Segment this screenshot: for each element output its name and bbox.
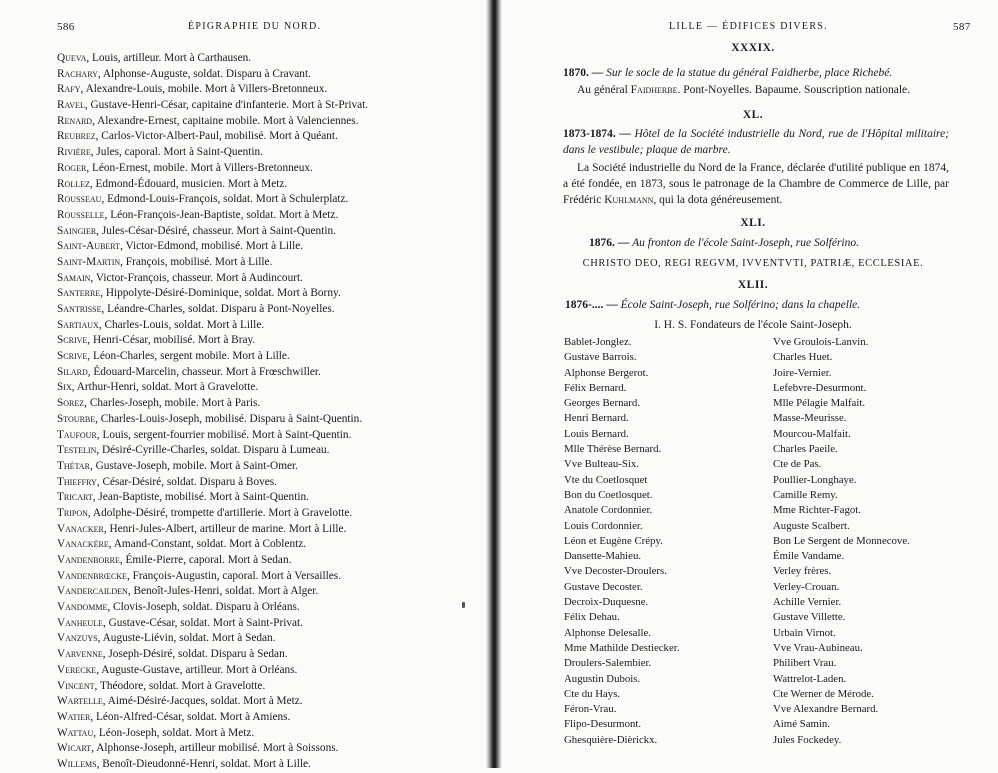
casualty-surname: Reubrez <box>57 130 96 143</box>
founder-name: Bon du Coetlosquet. <box>564 488 653 501</box>
section-xl-place: Hôtel de la Société industrielle du Nord, rue de l'Hôpital militaire; dans le vestibule; plaque de marbre. <box>563 128 950 156</box>
casualty-details: , François-Augustin, caporal. Mort à Versailles. <box>126 569 342 582</box>
casualty-entry <box>57 757 477 773</box>
casualty-entry <box>57 726 477 742</box>
casualty-entry <box>57 129 477 145</box>
founder-name: Féron-Vrau. <box>564 703 617 716</box>
casualty-surname: Wicart <box>57 742 92 755</box>
right-page <box>493 0 998 768</box>
founder-name: Gustave Decoster. <box>564 580 643 593</box>
casualty-entry <box>57 380 477 396</box>
section-xxxix-inscription: Au général Faidherbe. Pont-Noyelles. Bapaume. Souscription nationale. <box>577 84 911 96</box>
casualty-surname: Tripon <box>57 506 88 519</box>
casualty-details: , Clovis-Joseph, soldat. Disparu à Orléans. <box>107 601 300 614</box>
founder-name: Lefebvre-Desurmont. <box>773 381 867 394</box>
casualty-entry <box>57 286 477 302</box>
casualty-entry <box>57 224 477 240</box>
section-xlii-heading: I. H. S. Fondateurs de l'école Saint-Joseph. <box>654 319 852 331</box>
casualty-surname: Vandenbrœcke <box>57 569 127 582</box>
founder-name: Charles Paeile. <box>773 443 838 456</box>
casualty-surname: Rousselle <box>57 208 105 221</box>
section-xlii-location: 1876-.... — École Saint-Joseph, rue Solférino; dans la chapelle. <box>565 299 861 311</box>
founder-name: Flipo-Desurmont. <box>564 718 642 731</box>
founder-name: Joire-Vernier. <box>773 366 832 379</box>
casualty-entry <box>57 616 477 632</box>
casualty-surname: Vincent <box>57 679 95 692</box>
casualty-entry <box>57 161 477 177</box>
casualty-details: , Auguste-Liévin, soldat. Mort à Sedan. <box>97 632 276 645</box>
casualty-details: , Léandre-Charles, soldat. Disparu à Pont-Noyelles. <box>101 303 335 315</box>
casualty-details: , Charles-Joseph, mobile. Mort à Paris. <box>84 397 261 410</box>
founder-name: Ghesquière-Dièrickx. <box>564 733 658 746</box>
casualty-details: , Charles-Louis-Joseph, mobilisé. Disparu à Saint-Quentin. <box>95 412 363 425</box>
casualty-entry <box>57 710 477 726</box>
section-xli-number: XLI. <box>740 217 766 229</box>
section-xxxix-number: XXXIX. <box>731 42 775 54</box>
casualty-entry <box>57 255 477 271</box>
founder-name: Mlle Thérèse Bernard. <box>564 443 662 456</box>
casualty-details: , Auguste-Gustave, artilleur. Mort à Orléans. <box>96 663 298 676</box>
section-xlii-number: XLII. <box>737 279 769 291</box>
casualty-entry <box>57 177 477 193</box>
founder-name: Gustave Villette. <box>773 611 846 624</box>
founder-name: Louis Cordonnier. <box>564 519 643 532</box>
casualty-details: , Émile-Pierre, caporal. Mort à Sedan. <box>119 554 292 566</box>
casualty-details: , Théodore, soldat. Mort à Gravelotte. <box>94 679 266 692</box>
casualty-details: , Adolphe-Désiré, trompette d'artillerie. Mort à Gravelotte. <box>87 506 353 519</box>
founder-name: Bablet-Jonglez. <box>564 336 632 348</box>
casualty-details: , Désiré-Cyrille-Charles, soldat. Disparu à Lumeau. <box>96 444 330 457</box>
founder-name: Vte du Coetlosquet <box>564 473 648 486</box>
casualty-entry <box>57 318 477 334</box>
casualty-details: , Arthur-Henri, soldat. Mort à Gravelotte. <box>71 381 259 394</box>
casualty-details: , Benoît-Dieudonné-Henri, soldat. Mort à Lille. <box>96 757 311 770</box>
casualty-entry <box>57 600 477 616</box>
section-xl-date: 1873-1874. <box>563 128 616 140</box>
founder-name: Vve Bulteau-Six. <box>564 458 639 471</box>
casualty-details: , Charles-Louis, soldat. Mort à Lille. <box>98 318 265 331</box>
founder-name: Georges Bernard. <box>564 397 640 410</box>
casualty-details: , Henri-César, mobilisé. Mort à Bray. <box>87 334 256 347</box>
founder-name: Louis Bernard. <box>564 427 629 440</box>
casualty-details: , Joseph-Désiré, soldat. Disparu à Sedan. <box>102 648 288 661</box>
casualty-surname: Tricart <box>57 491 93 504</box>
casualty-list <box>57 51 477 773</box>
founder-name: Auguste Scalbert. <box>773 519 850 532</box>
casualty-details: , Victor-François, chasseur. Mort à Audincourt. <box>90 271 303 284</box>
casualty-entry <box>57 365 477 381</box>
founder-name: Droulers-Salembier. <box>564 657 652 670</box>
casualty-entry <box>57 302 477 318</box>
casualty-entry <box>57 459 477 475</box>
casualty-entry <box>57 679 477 695</box>
section-xl-inscription: La Société industrielle du Nord de la France, déclarée d'utilité publique en 1874, a été fondée, en 1873, sous le patronage de la Chambre de Commerce de Lille, par Frédéric Kuhlmann, qui la dota généreusement. <box>563 162 949 206</box>
founder-name: Urbain Virnot. <box>773 626 836 639</box>
founder-name: Poullier-Longhaye. <box>773 473 857 486</box>
founder-name: Alphonse Bergerot. <box>564 366 649 379</box>
founder-name: Aimé Samin. <box>773 718 830 731</box>
casualty-surname: Queva <box>57 52 87 64</box>
section-xlii-date: 1876-.... <box>565 299 604 311</box>
casualty-surname: Stourbe <box>57 412 96 425</box>
casualty-surname: Vanheule <box>57 616 103 629</box>
casualty-surname: Taufour <box>57 428 97 441</box>
casualty-details: , Léon-Ernest, mobile. Mort à Villers-Bretonneux. <box>86 161 313 174</box>
left-running-head: ÉPIGRAPHIE DU NORD. <box>188 21 322 32</box>
casualty-entry <box>57 239 477 255</box>
casualty-details: , Aimé-Désiré-Jacques, soldat. Mort à Metz. <box>102 695 303 708</box>
casualty-surname: Vanzuys <box>57 632 98 645</box>
founder-name: Mme Richter-Fagot. <box>773 504 861 517</box>
casualty-details: , François, mobilisé. Mort à Lille. <box>120 255 273 268</box>
casualty-surname: Wartelle <box>57 695 103 708</box>
casualty-entry <box>57 741 477 757</box>
casualty-details: , Jules, caporal. Mort à Saint-Quentin. <box>90 146 263 159</box>
casualty-details: , Carlos-Victor-Albert-Paul, mobilisé. Mort à Quéant. <box>95 130 338 143</box>
founder-name: Verley frères. <box>773 565 832 578</box>
founder-name: Vve Decoster-Droulers. <box>564 565 667 578</box>
casualty-entry <box>57 631 477 647</box>
casualty-surname: Willems <box>57 757 97 770</box>
casualty-details: , Alphonse-Joseph, artilleur mobilisé. Mort à Soissons. <box>91 742 339 755</box>
casualty-entry <box>57 271 477 287</box>
casualty-surname: Rollez <box>57 177 90 190</box>
founder-name: Wattrelot-Laden. <box>773 672 847 685</box>
founder-name: Achille Vernier. <box>773 596 842 609</box>
casualty-surname: Santerre <box>57 287 101 300</box>
casualty-entry <box>57 396 477 412</box>
casualty-surname: Varvenne <box>57 648 103 661</box>
casualty-entry <box>57 569 477 585</box>
founder-name: Émile Vandame. <box>773 550 845 563</box>
founder-name: Dansette-Mahieu. <box>564 550 642 563</box>
founder-name: Cte Werner de Mérode. <box>773 687 874 700</box>
ink-speck <box>462 602 465 608</box>
left-page-number: 586 <box>57 21 75 33</box>
founder-name: Verley-Crouan. <box>773 580 840 593</box>
casualty-surname: Sorez <box>57 397 85 410</box>
casualty-details: , Gustave-Henri-César, capitaine d'infanterie. Mort à St-Privat. <box>84 99 369 112</box>
casualty-surname: Saint-Martin <box>57 255 121 268</box>
casualty-surname: Verecke <box>57 663 97 676</box>
casualty-details: , Benoît-Jules-Henri, soldat. Mort à Alger. <box>127 585 319 598</box>
founder-name: Charles Huet. <box>773 351 833 364</box>
casualty-entry <box>57 428 477 444</box>
casualty-details: , Louis, artilleur. Mort à Carthausen. <box>86 52 252 64</box>
casualty-entry <box>57 475 477 491</box>
section-xxxix-date: 1870. <box>563 67 589 79</box>
casualty-surname: Vandenborre <box>57 554 120 566</box>
right-page-number: 587 <box>953 21 971 33</box>
casualty-details: , Alexandre-Louis, mobile. Mort à Villers-Bretonneux. <box>80 83 328 96</box>
casualty-entry <box>57 333 477 349</box>
casualty-entry <box>57 192 477 208</box>
casualty-details: , Henri-Jules-Albert, artilleur de marine. Mort à Lille. <box>103 522 347 535</box>
casualty-surname: Vanacker <box>57 522 104 535</box>
casualty-entry <box>57 208 477 224</box>
casualty-entry <box>57 553 477 569</box>
founder-name: Léon et Eugène Crépy. <box>564 534 663 547</box>
founder-name: Philibert Vrau. <box>773 657 837 670</box>
section-xlii-place: École Saint-Joseph, rue Solférino; dans la chapelle. <box>620 299 861 311</box>
founder-name: Vve Alexandre Bernard. <box>773 703 879 716</box>
casualty-details: , Edmond-Louis-François, soldat. Mort à Schulerplatz. <box>101 193 349 206</box>
founders-column-right <box>773 335 993 748</box>
founder-name: Vve Vrau-Aubineau. <box>773 641 863 654</box>
casualty-entry <box>57 98 477 114</box>
casualty-surname: Rafy <box>57 83 81 96</box>
casualty-details: , Gustave-César, soldat. Mort à Saint-Privat. <box>102 616 303 629</box>
founder-name: Augustin Dubois. <box>564 672 641 685</box>
casualty-entry <box>57 67 477 83</box>
left-page <box>0 0 493 768</box>
section-xxxix-place: Sur le socle de la statue du général Faidherbe, place Richebé. <box>606 67 893 79</box>
casualty-surname: Wattau <box>57 726 94 739</box>
founder-name: Camille Remy. <box>773 488 838 501</box>
casualty-details: , Victor-Edmond, mobilisé. Mort à Lille. <box>120 240 304 253</box>
casualty-entry <box>57 412 477 428</box>
casualty-entry <box>57 537 477 553</box>
founder-name: Henri Bernard. <box>564 412 629 425</box>
casualty-details: , Léon-Joseph, soldat. Mort à Metz. <box>93 726 255 739</box>
casualty-entry <box>57 663 477 679</box>
casualty-surname: Vandercailden <box>57 585 128 598</box>
casualty-entry <box>57 490 477 506</box>
founder-name: Cte du Hays. <box>564 687 621 700</box>
casualty-details: , Alphonse-Auguste, soldat. Disparu à Cravant. <box>97 67 311 80</box>
founder-name: Anatole Cordonnier. <box>564 504 653 517</box>
section-xl-location: 1873-1874. — Hôtel de la Société industrielle du Nord, rue de l'Hôpital militaire; dans le vestibule; plaque de marbre. <box>563 128 950 156</box>
casualty-surname: Saint-Aubert <box>57 240 121 253</box>
founder-name: Mme Mathilde Destiecker. <box>564 641 680 654</box>
casualty-details: , Léon-Alfred-César, soldat. Mort à Amiens. <box>90 710 291 723</box>
casualty-surname: Roger <box>57 161 87 174</box>
casualty-surname: Rivière <box>57 146 91 159</box>
casualty-entry <box>57 522 477 538</box>
founder-name: Jules Fockedey. <box>773 733 842 746</box>
casualty-entry <box>57 584 477 600</box>
casualty-surname: Scrive <box>57 334 88 347</box>
casualty-surname: Scrive <box>57 350 88 363</box>
founder-name: Gustave Barrois. <box>564 351 637 364</box>
casualty-details: , Édouard-Marcelin, chasseur. Mort à Frœschwiller. <box>87 365 321 378</box>
right-running-head: LILLE — ÉDIFICES DIVERS. <box>669 21 828 32</box>
casualty-surname: Silard <box>57 365 88 378</box>
section-xli-location: 1876. — Au fronton de l'école Saint-Joseph, rue Solférino. <box>589 237 860 249</box>
founder-name: Mourcou-Malfait. <box>773 427 851 440</box>
casualty-entry <box>57 82 477 98</box>
founder-name: Félix Bernard. <box>564 381 627 394</box>
casualty-details: , Léon-François-Jean-Baptiste, soldat. Mort à Metz. <box>104 208 339 221</box>
founders-column-left <box>564 335 764 748</box>
section-xl-number: XL. <box>742 109 764 121</box>
casualty-surname: Saingier <box>57 224 97 237</box>
casualty-surname: Watier <box>57 710 91 723</box>
section-xli-date: 1876. <box>589 237 615 249</box>
casualty-details: , Gustave-Joseph, mobile. Mort à Saint-Omer. <box>89 459 298 472</box>
founder-name: Alphonse Delesalle. <box>564 626 651 639</box>
casualty-details: , Jean-Baptiste, mobilisé. Mort à Saint-Quentin. <box>92 491 309 504</box>
casualty-surname: Thieffry <box>57 475 97 488</box>
casualty-entry <box>57 114 477 130</box>
founder-name: Masse-Meurisse. <box>773 412 847 425</box>
casualty-surname: Six <box>57 381 72 394</box>
section-xxxix-location: 1870. — Sur le socle de la statue du général Faidherbe, place Richebé. <box>563 67 893 79</box>
casualty-entry <box>57 145 477 161</box>
casualty-entry <box>57 51 477 67</box>
casualty-details: , Léon-Charles, sergent mobile. Mort à Lille. <box>87 350 290 363</box>
casualty-details: , Alexandre-Ernest, capitaine mobile. Mort à Valenciennes. <box>92 114 359 127</box>
casualty-details: , Amand-Constant, soldat. Mort à Coblentz. <box>108 538 307 551</box>
casualty-entry <box>57 694 477 710</box>
casualty-surname: Thétar <box>57 459 90 472</box>
casualty-details: , César-Désiré, soldat. Disparu à Boves. <box>96 475 277 488</box>
casualty-surname: Sartiaux <box>57 318 99 331</box>
founder-name: Félix Dehau. <box>564 611 620 624</box>
casualty-details: , Edmond-Édouard, musicien. Mort à Metz. <box>89 177 288 190</box>
founder-name: Bon Le Sergent de Monnecove. <box>773 534 910 547</box>
casualty-surname: Ravel <box>57 99 85 112</box>
founder-name: Cte de Pas. <box>773 458 822 471</box>
casualty-entry <box>57 506 477 522</box>
casualty-details: , Jules-César-Désiré, chasseur. Mort à Saint-Quentin. <box>96 224 336 237</box>
casualty-surname: Samain <box>57 271 91 284</box>
casualty-entry <box>57 443 477 459</box>
casualty-surname: Testelin <box>57 444 97 457</box>
casualty-surname: Renard <box>57 114 93 127</box>
casualty-surname: Vandomme <box>57 601 108 614</box>
casualty-entry <box>57 647 477 663</box>
founder-name: Decroix-Duquesne. <box>564 596 649 609</box>
casualty-entry <box>57 349 477 365</box>
casualty-surname: Santrisse <box>57 303 102 315</box>
casualty-surname: Rousseau <box>57 193 102 206</box>
section-xli-inscription: CHRISTO DEO, REGI REGVM, IVVENTVTI, PATRIÆ, ECCLESIAE. <box>582 258 924 269</box>
casualty-details: , Louis, sergent-fourrier mobilisé. Mort à Saint-Quentin. <box>96 428 352 441</box>
section-xli-place: Au fronton de l'école Saint-Joseph, rue Solférino. <box>632 237 860 249</box>
casualty-details: , Hippolyte-Désiré-Dominique, soldat. Mort à Borny. <box>100 287 341 300</box>
casualty-surname: Rachary <box>57 67 98 80</box>
founder-name: Vve Groulois-Lanvin. <box>773 336 869 348</box>
founder-name: Mlle Pélagie Malfait. <box>773 397 866 410</box>
casualty-surname: Vanackère <box>57 538 109 551</box>
